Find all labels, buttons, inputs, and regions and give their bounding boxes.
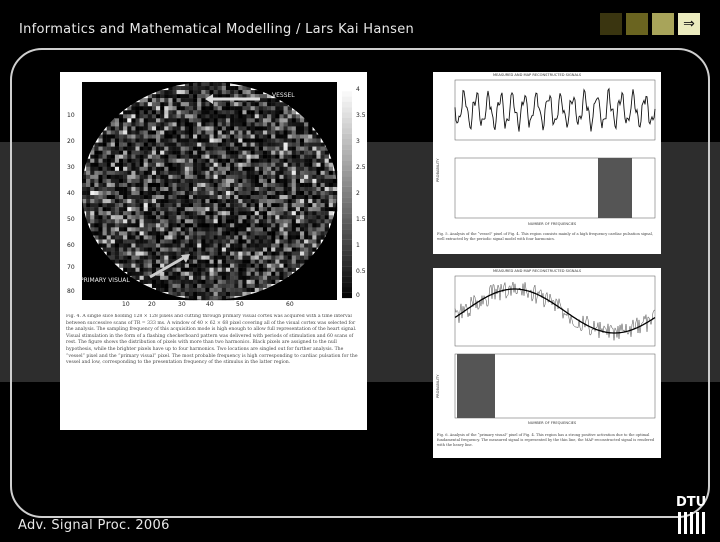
x-tick: 30	[178, 301, 186, 308]
footer-text: Adv. Signal Proc. 2006	[18, 518, 170, 533]
x-tick: 10	[122, 301, 130, 308]
right-bottom-caption: Fig. 6. Analysis of the “primary visual” pixel of Fig. 4. This region has a strong positive activation due to the optimal fundamental frequency. The measured signal is represented by the thin line, the MAP reconstructed signal is rendered with the heavy line.	[437, 433, 655, 447]
next-slide-button[interactable]	[678, 13, 700, 35]
corner-square-1	[600, 13, 622, 35]
colorbar-tick: 1	[356, 242, 360, 249]
colorbar-tick: 3.5	[356, 112, 366, 119]
y-tick: 20	[67, 138, 75, 145]
colorbar-tick: 0	[356, 292, 360, 299]
y-tick: 10	[67, 112, 75, 119]
y-tick: 60	[67, 242, 75, 249]
vessel-signal-plot	[433, 72, 661, 254]
y-tick: 50	[67, 216, 75, 223]
y-tick: 40	[67, 190, 75, 197]
x-tick: 50	[236, 301, 244, 308]
y-tick: 30	[67, 164, 75, 171]
colorbar-tick: 2	[356, 190, 360, 197]
bar-ylabel: PROBABILITY	[436, 374, 440, 398]
bar-ylabel: PROBABILITY	[436, 158, 440, 182]
colorbar-tick: 3	[356, 138, 360, 145]
corner-squares	[600, 13, 700, 35]
header-title: Informatics and Mathematical Modelling / Lars Kai Hansen	[19, 22, 415, 37]
x-tick: 20	[148, 301, 156, 308]
right-top-caption: Fig. 5. Analysis of the “vessel” pixel of Fig. 4. This region consists mainly of a high frequency cardiac pulsation signal, well extracted by the periodic signal model with four harmonics.	[437, 232, 653, 241]
right-top-figure-panel	[433, 72, 661, 254]
y-tick: 80	[67, 288, 75, 295]
svg-text:DTU: DTU	[676, 495, 707, 510]
x-tick: 60	[286, 301, 294, 308]
colorbar-tick: 4	[356, 86, 360, 93]
y-tick: 70	[67, 264, 75, 271]
x-tick: 40	[206, 301, 214, 308]
colorbar-tick: 1.5	[356, 216, 366, 223]
colorbar-tick: 2.5	[356, 164, 366, 171]
plot-title: MEASURED AND MAP RECONSTRUCTED SIGNALS	[493, 269, 582, 273]
left-figure-panel	[60, 72, 367, 430]
corner-square-2	[626, 13, 648, 35]
right-bottom-figure-panel	[433, 268, 661, 458]
primary-visual-signal-plot	[433, 268, 661, 458]
left-figure-caption: Fig. 4. A single slice holding 128 × 128 pixels and cutting through primary visual cortex was acquired with a time interval between successive scans of TR = 333 ms. A window of 40 × 62 × 68 pixel covering all of the visual cortex was selected for the analysis. The sampling frequency of this acquisition mode is high enough to allow full representation of the heart signal. Visual stimulation in the form of a flashing checkerboard pattern was delivered with periods of stimulation and 60 scans of rest. The figure shows the distribution of pixels with more than two harmonics. Black pixels are assigned to the null hypothesis, while the brighter pixels have up to four harmonics. Two locations are singled out for further analysis. The “vessel” pixel and the “primary visual” pixel. The most probable frequency is high corresponding to cardiac pulsation for the vessel and low, corresponding to the presentation frequency of the stimulus in the latter region.	[66, 314, 358, 366]
vessel-label: VESSEL	[272, 92, 295, 99]
plot-title: MEASURED AND MAP RECONSTRUCTED SIGNALS	[493, 73, 582, 77]
primary-visual-label: PRIMARY VISUAL	[80, 277, 130, 284]
bar-xlabel: NUMBER OF FREQUENCIES	[528, 421, 577, 425]
bar-xlabel: NUMBER OF FREQUENCIES	[528, 222, 577, 226]
corner-square-3	[652, 13, 674, 35]
colorbar-tick: 0.5	[356, 268, 366, 275]
dtu-logo	[676, 492, 708, 542]
arrow-right-icon: ⇒	[683, 16, 695, 32]
